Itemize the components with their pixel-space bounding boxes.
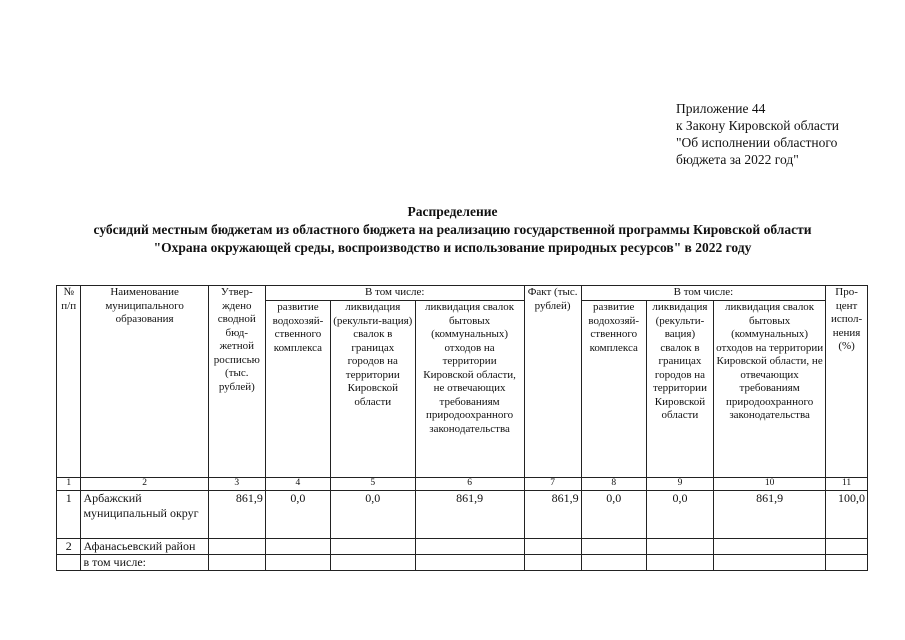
table-row xyxy=(57,491,868,539)
col-header-water-approved: развитие водохозяй-ственного комплекса xyxy=(265,301,330,478)
col-header-dumps-approved: ликвидация свалок бытовых (коммунальных) отходов на территории Кировской области, не отвечающих требованиям природоохранного законодательства xyxy=(415,301,524,478)
cell-dumps-approved xyxy=(415,539,524,555)
cell-num: 1 xyxy=(57,491,81,539)
column-number: 4 xyxy=(265,478,330,491)
cell-percent xyxy=(826,555,868,571)
column-number: 1 xyxy=(57,478,81,491)
cell-water-approved: 0,0 xyxy=(265,491,330,539)
header-row xyxy=(57,286,868,301)
cell-approved xyxy=(208,555,265,571)
cell-fact: 861,9 xyxy=(524,491,581,539)
appendix-line: "Об исполнении областного xyxy=(676,135,838,150)
col-header-name: Наименование муниципального образования xyxy=(81,286,208,478)
col-header-dumps-fact: ликвидация свалок бытовых (коммунальных) отходов на территории Кировской области, не отвечающих требованиям природоохранного законодательства xyxy=(714,301,826,478)
col-header-num: № п/п xyxy=(57,286,81,478)
subsidy-table xyxy=(56,285,868,571)
heading-program: "Охрана окружающей среды, воспроизводство и использование природных ресурсов" в 2022 году xyxy=(153,240,752,255)
cell-name: Афанасьевский район xyxy=(81,539,208,555)
cell-dumps-fact xyxy=(714,555,826,571)
cell-approved: 861,9 xyxy=(208,491,265,539)
cell-recult-fact xyxy=(646,539,713,555)
col-header-water-fact: развитие водохозяй-ственного комплекса xyxy=(581,301,646,478)
cell-num xyxy=(57,555,81,571)
cell-water-fact: 0,0 xyxy=(581,491,646,539)
col-group-incl-fact: В том числе: xyxy=(581,286,826,301)
cell-name: Арбажский муниципальный округ xyxy=(81,491,208,539)
cell-water-fact xyxy=(581,555,646,571)
cell-percent: 100,0 xyxy=(826,491,868,539)
column-number: 6 xyxy=(415,478,524,491)
appendix-line: к Закону Кировской области xyxy=(676,118,840,133)
cell-dumps-fact: 861,9 xyxy=(714,491,826,539)
appendix-line: бюджета за 2022 год" xyxy=(676,152,799,167)
heading-subtitle: субсидий местным бюджетам из областного бюджета на реализацию государственной программы Кировской области xyxy=(93,222,812,237)
cell-recult-fact xyxy=(646,555,713,571)
col-header-approved: Утвер-ждено сводной бюд-жетной росписью (тыс. рублей) xyxy=(208,286,265,478)
cell-water-approved xyxy=(265,539,330,555)
cell-percent xyxy=(826,539,868,555)
table-row xyxy=(57,539,868,555)
cell-recult-approved xyxy=(331,555,416,571)
cell-water-approved xyxy=(265,555,330,571)
cell-name: в том числе: xyxy=(81,555,208,571)
cell-recult-approved: 0,0 xyxy=(331,491,416,539)
col-header-recult-fact: ликвидация (рекульти-вация) свалок в границах городов на территории Кировской области xyxy=(646,301,713,478)
cell-fact xyxy=(524,555,581,571)
column-number: 11 xyxy=(826,478,868,491)
cell-fact xyxy=(524,539,581,555)
table-row xyxy=(57,555,868,571)
column-number: 5 xyxy=(331,478,416,491)
cell-num: 2 xyxy=(57,539,81,555)
column-number: 2 xyxy=(81,478,208,491)
column-number: 9 xyxy=(646,478,713,491)
cell-dumps-fact xyxy=(714,539,826,555)
col-header-recult-approved: ликвидация (рекульти-вация) свалок в границах городов на территории Кировской области xyxy=(331,301,416,478)
cell-water-fact xyxy=(581,539,646,555)
heading-title: Распределение xyxy=(407,204,498,219)
cell-dumps-approved xyxy=(415,555,524,571)
cell-recult-fact: 0,0 xyxy=(646,491,713,539)
column-number: 7 xyxy=(524,478,581,491)
column-number: 8 xyxy=(581,478,646,491)
column-number: 10 xyxy=(714,478,826,491)
cell-recult-approved xyxy=(331,539,416,555)
appendix-line: Приложение 44 xyxy=(676,101,766,116)
document-heading xyxy=(0,203,905,257)
appendix-block xyxy=(676,100,839,168)
cell-dumps-approved: 861,9 xyxy=(415,491,524,539)
col-header-percent: Про-цент испол-нения (%) xyxy=(826,286,868,478)
col-header-fact: Факт (тыс. рублей) xyxy=(524,286,581,478)
column-number: 3 xyxy=(208,478,265,491)
column-number-row xyxy=(57,478,868,491)
cell-approved xyxy=(208,539,265,555)
col-group-incl-approved: В том числе: xyxy=(265,286,524,301)
